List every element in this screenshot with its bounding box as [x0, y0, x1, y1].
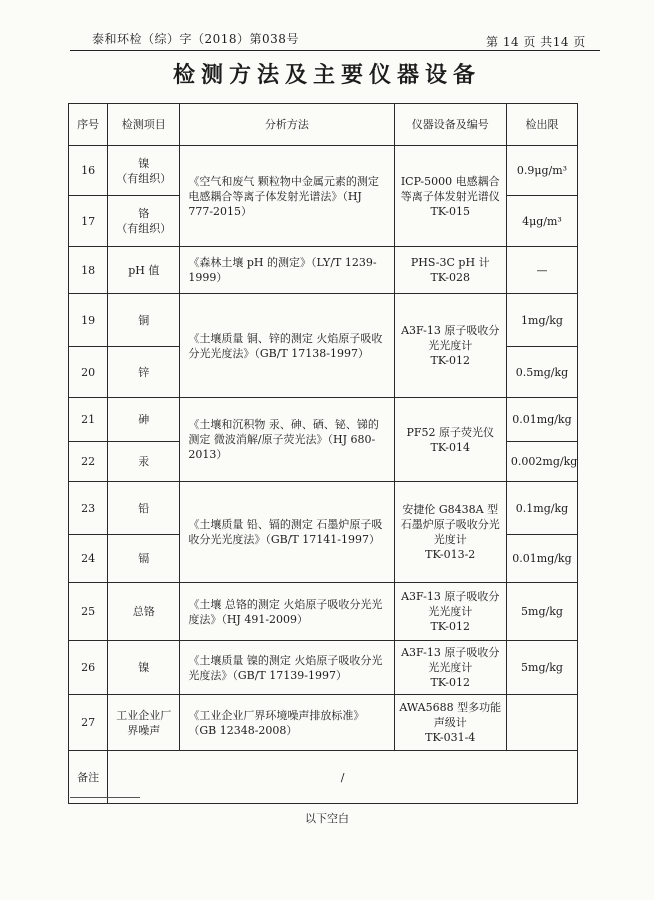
report-number: 泰和环检（综）字（2018）第038号	[92, 32, 299, 46]
detection-limit: —	[506, 247, 577, 294]
row-number: 20	[69, 347, 108, 398]
instrument: PHS-3C pH 计 TK-028	[394, 247, 506, 294]
detection-limit: 0.002mg/kg	[506, 442, 577, 482]
column-header-instrument: 仪器设备及编号	[394, 104, 506, 146]
test-item: 铬 （有组织）	[108, 196, 180, 247]
test-item: 总铬	[108, 583, 180, 641]
column-header-no: 序号	[69, 104, 108, 146]
header-rule	[70, 50, 600, 51]
analysis-method: 《工业企业厂界环境噪声排放标准》（GB 12348-2008）	[180, 695, 394, 751]
table-row	[69, 641, 578, 695]
page-indicator: 第 14 页 共14 页	[486, 35, 586, 49]
row-number: 25	[69, 583, 108, 641]
instrument: PF52 原子荧光仪 TK-014	[394, 398, 506, 482]
test-item: 铅	[108, 482, 180, 535]
test-item: 镍 （有组织）	[108, 146, 180, 196]
analysis-method: 《空气和废气 颗粒物中金属元素的测定 电感耦合等离子体发射光谱法》（HJ 777-2015）	[180, 146, 394, 247]
row-number: 26	[69, 641, 108, 695]
detection-limit: 0.1mg/kg	[506, 482, 577, 535]
column-header-method: 分析方法	[180, 104, 394, 146]
row-number: 22	[69, 442, 108, 482]
test-item: 铜	[108, 294, 180, 347]
instrument: 安捷伦 G8438A 型石墨炉原子吸收分光光度计 TK-013-2	[394, 482, 506, 583]
column-header-limit: 检出限	[506, 104, 577, 146]
row-number: 24	[69, 535, 108, 583]
table-header-row	[69, 104, 578, 146]
detection-limit: 0.5mg/kg	[506, 347, 577, 398]
instrument: ICP-5000 电感耦合等离子体发射光谱仪 TK-015	[394, 146, 506, 247]
remark-label: 备注	[69, 751, 108, 804]
test-item: 砷	[108, 398, 180, 442]
row-number: 18	[69, 247, 108, 294]
row-number: 21	[69, 398, 108, 442]
test-item: 汞	[108, 442, 180, 482]
analysis-method: 《土壤质量 铜、锌的测定 火焰原子吸收分光光度法》（GB/T 17138-1997）	[180, 294, 394, 398]
table-row	[69, 294, 578, 347]
detection-limit: 5mg/kg	[506, 641, 577, 695]
analysis-method: 《土壤质量 镍的测定 火焰原子吸收分光光度法》（GB/T 17139-1997）	[180, 641, 394, 695]
test-item: 镍	[108, 641, 180, 695]
instrument: A3F-13 原子吸收分光光度计 TK-012	[394, 294, 506, 398]
detection-limit: 0.01mg/kg	[506, 535, 577, 583]
table-row	[69, 695, 578, 751]
analysis-method: 《土壤质量 铅、镉的测定 石墨炉原子吸收分光光度法》（GB/T 17141-1997）	[180, 482, 394, 583]
detection-limit	[506, 695, 577, 751]
table-row	[69, 482, 578, 535]
footnote-rule	[70, 797, 140, 798]
table-row	[69, 583, 578, 641]
row-number: 16	[69, 146, 108, 196]
table-row	[69, 146, 578, 196]
table-row	[69, 398, 578, 442]
instrument: A3F-13 原子吸收分光光度计 TK-012	[394, 583, 506, 641]
analysis-method: 《土壤和沉积物 汞、砷、硒、铋、锑的测定 微波消解/原子荧光法》（HJ 680-2013）	[180, 398, 394, 482]
test-item: pH 值	[108, 247, 180, 294]
remark-row	[69, 751, 578, 804]
remark-content: /	[108, 751, 578, 804]
detection-limit: 1mg/kg	[506, 294, 577, 347]
detection-limit: 0.9μg/m³	[506, 146, 577, 196]
detection-limit: 0.01mg/kg	[506, 398, 577, 442]
analysis-method: 《森林土壤 pH 的测定》（LY/T 1239-1999）	[180, 247, 394, 294]
row-number: 27	[69, 695, 108, 751]
table-row	[69, 247, 578, 294]
test-item: 锌	[108, 347, 180, 398]
blank-below-note: 以下空白	[305, 812, 349, 825]
detection-limit: 5mg/kg	[506, 583, 577, 641]
detection-limit: 4μg/m³	[506, 196, 577, 247]
row-number: 19	[69, 294, 108, 347]
page-title: 检测方法及主要仪器设备	[172, 63, 481, 88]
row-number: 23	[69, 482, 108, 535]
test-item: 镉	[108, 535, 180, 583]
column-header-item: 检测项目	[108, 104, 180, 146]
instrument: AWA5688 型多功能声级计 TK-031-4	[394, 695, 506, 751]
methods-table	[68, 103, 578, 804]
test-item: 工业企业厂界噪声	[108, 695, 180, 751]
row-number: 17	[69, 196, 108, 247]
analysis-method: 《土壤 总铬的测定 火焰原子吸收分光光度法》（HJ 491-2009）	[180, 583, 394, 641]
instrument: A3F-13 原子吸收分光光度计 TK-012	[394, 641, 506, 695]
